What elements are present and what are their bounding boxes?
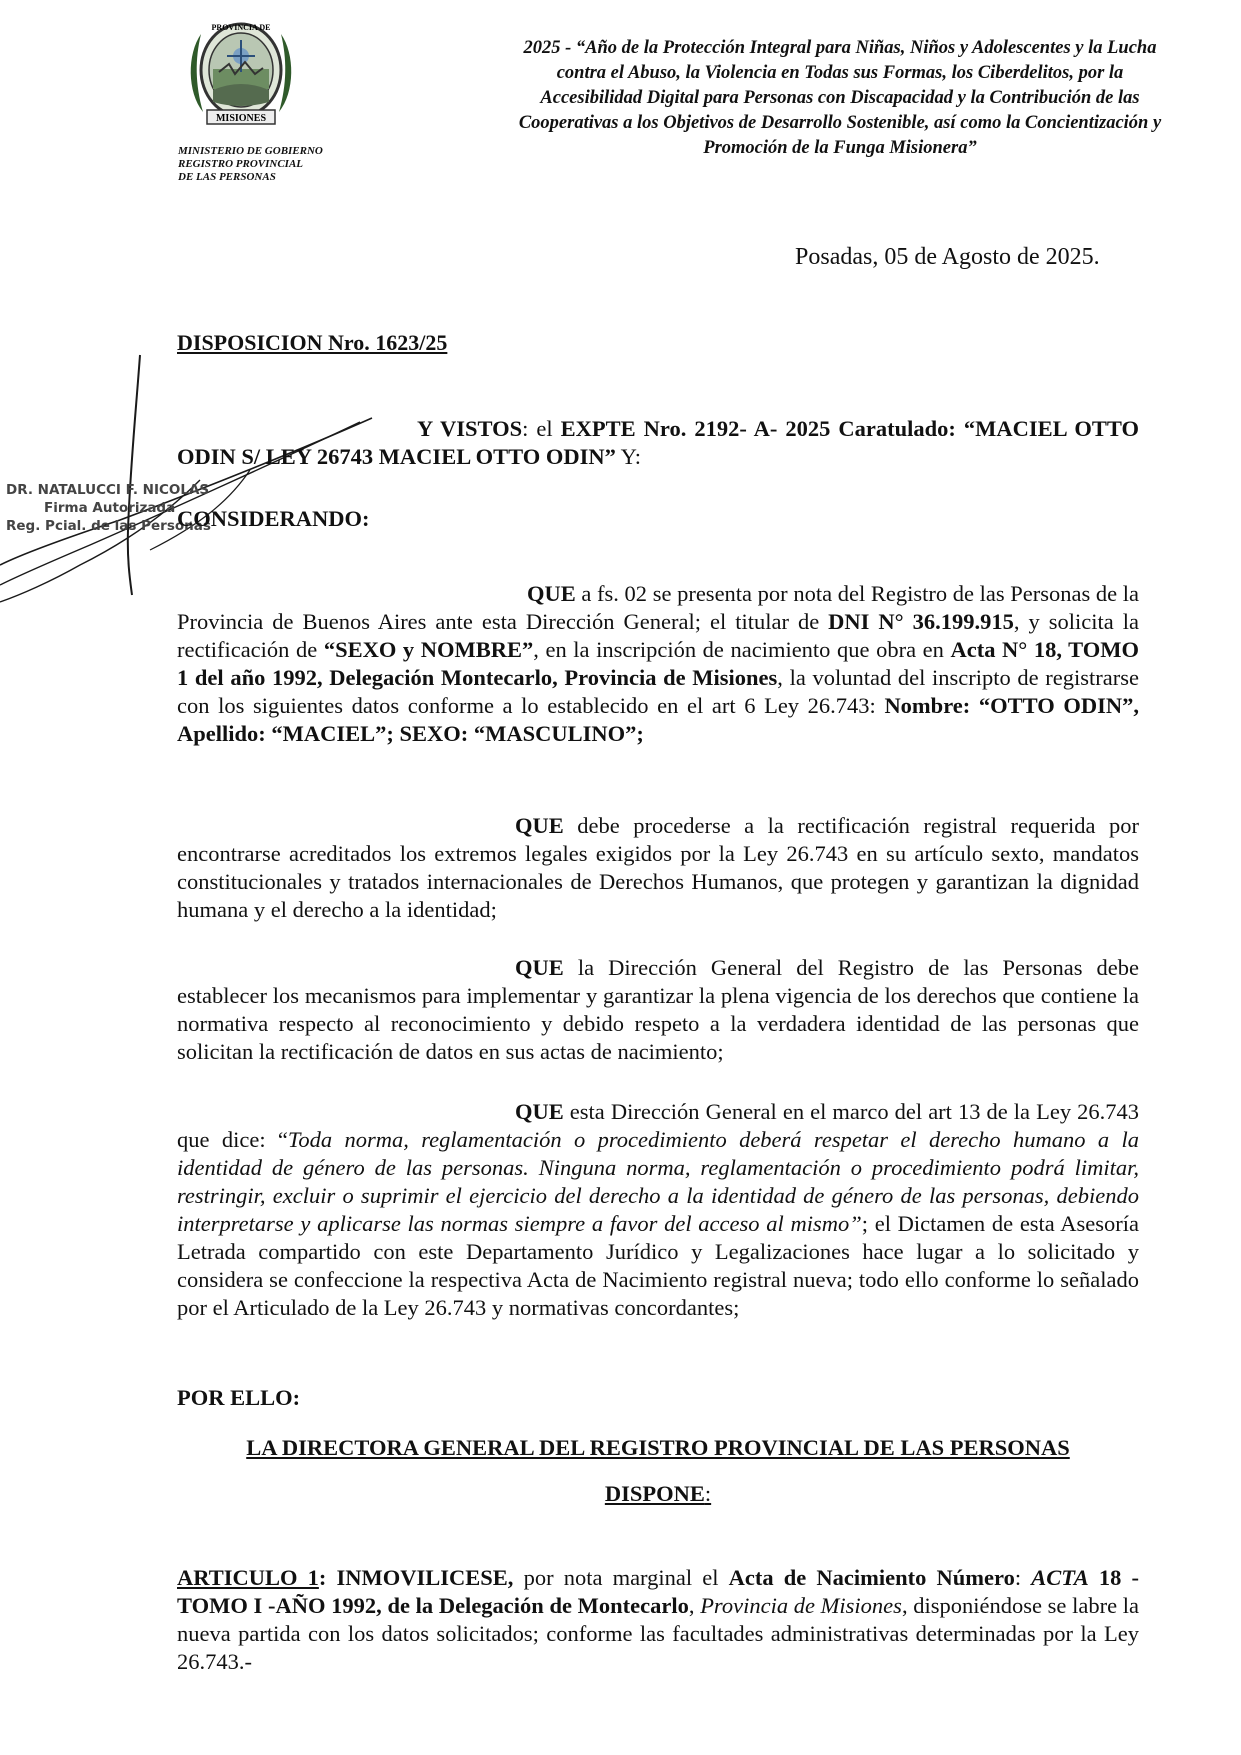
p1-text: , y solicita la rectificación de [177, 609, 1139, 662]
considerando-paragraph-1 [177, 580, 1139, 748]
dispone-label: DISPONE [604, 1481, 705, 1506]
requested-data: Nombre: “OTTO ODIN”, Apellido: “MACIEL”; SEXO: “MASCULINO”; [177, 693, 1139, 746]
acta-details: 18 - TOMO I -AÑO 1992, de la Delegación de Montecarlo [177, 1565, 1140, 1618]
vistos-paragraph [177, 415, 1139, 471]
considerando-paragraph-3 [177, 954, 1139, 1066]
motto-line: contra el Abuso, la Violencia en Todas sus Formas, los Ciberdelitos, por la [556, 63, 1124, 83]
ministry-line: DE LAS PERSONAS [178, 171, 276, 183]
acta-word: ACTA [1031, 1565, 1089, 1590]
art1-text: por nota marginal el [513, 1565, 729, 1590]
p1-text: , la voluntad del inscripto de registrarse con los siguientes datos conforme a lo establecido en el art 6 Ley 26.743: [177, 665, 1139, 718]
directora-heading [177, 1434, 1139, 1462]
art1-text: , disponiéndose se labre la nueva partida con los datos solicitados; conforme las facultades administrativas determinadas por la Ley 26.743.- [177, 1593, 1139, 1674]
por-ello-label: POR ELLO: [177, 1385, 301, 1410]
disposition-title: DISPOSICION Nro. 1623/25 [177, 330, 448, 355]
document-date: Posadas, 05 de Agosto de 2025. [795, 244, 1100, 270]
directora-label: LA DIRECTORA GENERAL DEL REGISTRO PROVINCIAL DE LAS PERSONAS [246, 1435, 1070, 1460]
p1-text: , en la inscripción de nacimiento que obra en [533, 637, 951, 662]
seal-top-text: PROVINCIA DE [211, 23, 271, 32]
stamp-line: Reg. Pcial. de las Personas [6, 518, 211, 534]
ministry-block [178, 145, 323, 184]
considerando-paragraph-2 [177, 812, 1139, 924]
vistos-text: : el [522, 416, 561, 441]
acta-reference: Acta N° 18, TOMO 1 del año 1992, Delegación Montecarlo, Provincia de Misiones [177, 637, 1139, 690]
motto-line: 2025 - “Año de la Protección Integral para Niñas, Niños y Adolescentes y la Lucha [523, 38, 1157, 58]
expediente-ref: EXPTE Nro. 2192- A- 2025 Caratulado: “MACIEL OTTO ODIN S/ LEY 26743 MACIEL OTTO ODIN” [177, 416, 1139, 469]
ministry-line: REGISTRO PROVINCIAL [178, 158, 304, 170]
por-ello-heading [177, 1384, 1139, 1412]
p4-text: esta Dirección General en el marco del art 13 de la Ley 26.743 que dice: “ [177, 1099, 1139, 1152]
art1-text: : [1014, 1565, 1032, 1590]
vistos-label: Y VISTOS [417, 416, 523, 441]
stamp-line: Firma Autorizada [44, 500, 176, 516]
dispone-heading [177, 1480, 1139, 1508]
articulo-colon: : [318, 1565, 337, 1590]
que-label: QUE [515, 955, 564, 980]
articulo-1 [177, 1564, 1139, 1676]
dispone-colon: : [704, 1481, 712, 1506]
sexo-nombre: “SEXO y NOMBRE” [323, 637, 534, 662]
dni-number: DNI N° 36.199.915 [828, 609, 1014, 634]
ministry-line: MINISTERIO DE GOBIERNO [178, 145, 323, 157]
acta-label: Acta de Nacimiento Número [728, 1565, 1015, 1590]
considerando-label: CONSIDERANDO: [177, 506, 370, 531]
seal-bottom-text: MISIONES [215, 113, 267, 124]
vistos-text: Y: [615, 444, 642, 469]
art1-text: , [688, 1593, 701, 1618]
stamp-line: DR. NATALUCCI F. NICOLAS [6, 482, 210, 498]
inmovilicese: INMOVILICESE, [336, 1565, 514, 1590]
que-label: QUE [527, 581, 576, 606]
province-name: Provincia de Misiones [700, 1593, 902, 1618]
p1-text: a fs. 02 se presenta por nota del Registro de las Personas de la Provincia de Buenos Aires ante esta Dirección General; el titular de [177, 581, 1139, 634]
p4-text: ; el Dictamen de esta Asesoría Letrada compartido con este Departamento Jurídico y Legalizaciones hace lugar a lo solicitado y considera se confeccione la respectiva Acta de Nacimiento registral nueva; todo ello conforme lo señalado por el Articulado de la Ley 26.743 y normativas concordantes; [177, 1211, 1140, 1320]
p3-text: la Dirección General del Registro de las Personas debe establecer los mecanismos para implementar y garantizar la plena vigencia de los derechos que contiene la normativa respecto al reconocimiento y debido respeto a la verdadera identidad de las personas que solicitan la rectificación de datos en sus actas de nacimiento; [177, 955, 1139, 1064]
motto-line: Cooperativas a los Objetivos de Desarrollo Sostenible, así como la Concientización y [518, 113, 1162, 133]
considerando-paragraph-4 [177, 1098, 1139, 1322]
motto-line: Promoción de la Funga Misionera” [703, 138, 977, 158]
articulo-label: ARTICULO 1 [177, 1565, 319, 1590]
considerando-heading [177, 505, 1139, 533]
p2-text: debe procederse a la rectificación registral requerida por encontrarse acreditados los extremos legales exigidos por la Ley 26.743 en su artículo sexto, mandatos constitucionales y tratados internacionales de Derechos Humanos, que protegen y garantizan la dignidad humana y el derecho a la identidad; [177, 813, 1139, 922]
province-seal [183, 14, 299, 130]
year-motto [455, 36, 1225, 161]
que-label: QUE [515, 1099, 564, 1124]
motto-line: Accesibilidad Digital para Personas con Discapacidad y la Contribución de las [540, 88, 1140, 108]
law-quote: Toda norma, reglamentación o procedimiento deberá respetar el derecho humano a la identidad de género de las personas. Ninguna norma, reglamentación o procedimiento podrá limitar, restringir, excluir o suprimir el ejercicio del derecho a la identidad de género de las personas, debiendo interpretarse y aplicarse las normas siempre a favor del acceso al mismo” [177, 1127, 1139, 1236]
que-label: QUE [515, 813, 564, 838]
